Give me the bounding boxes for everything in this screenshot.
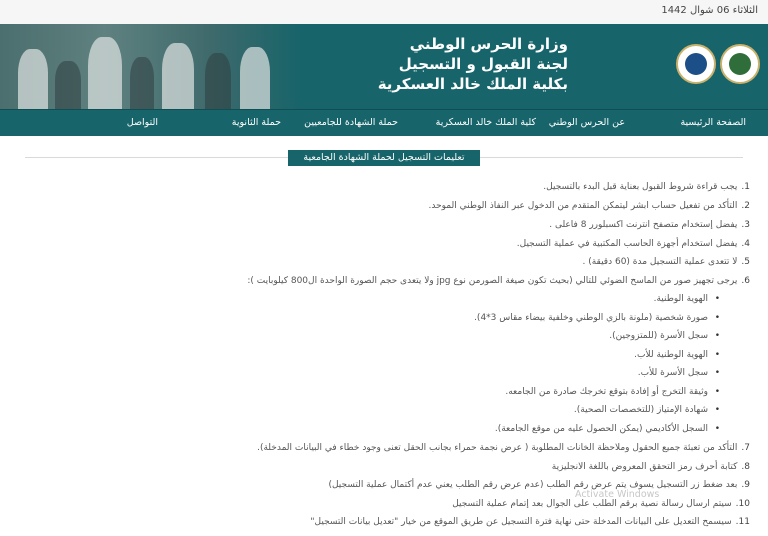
photo-figure <box>205 53 231 109</box>
current-date: الثلاثاء 06 شوال 1442 <box>661 5 758 16</box>
os-activation-watermark: Activate Windows <box>575 489 660 500</box>
document-item: • الهوية الوطنية للأب. <box>634 350 708 360</box>
nav-item-about-guard[interactable]: عن الحرس الوطني <box>548 117 625 128</box>
document-item: • الهوية الوطنية. <box>654 294 708 304</box>
document-item: • سجل الأسرة للأب. <box>638 368 708 378</box>
instruction-item: 11.سيسمح التعديل على البيانات المدخلة حتى نهاية فترة التسجيل عن طريق الموقع من خيار "تعديل بيانات التسجيل" <box>310 517 750 527</box>
photo-figure <box>240 47 270 109</box>
site-title <box>378 34 568 94</box>
photo-figure <box>18 49 48 109</box>
document-item: • وثيقة التخرج أو إفادة بتوقع تخرجك صادرة من الجامعه. <box>505 387 708 397</box>
instruction-item: 7.التأكد من تعبئة جميع الحقول وملاحظة الخانات المطلوبة ( عرض نجمة حمراء بجانب الحقل تعنى وجود خطاء في البيانات المدخلة). <box>257 443 750 453</box>
instruction-item: 5.لا تتعدى عملية التسجيل مدة (60 دقيقة) . <box>582 257 750 267</box>
title-committee: لجنة القبول و التسجيل <box>398 55 568 73</box>
nav-item-contact[interactable]: التواصل <box>126 117 158 128</box>
nav-item-home[interactable]: الصفحة الرئيسية <box>680 117 746 128</box>
instruction-item: 2.التأكد من تفعيل حساب ابشر ليتمكن المتقدم من الدخول عبر النفاذ الوطني الموحد. <box>428 201 750 211</box>
instruction-item: 8.كتابة أحرف رمز التحقق المعروض باللغة الانجليزية <box>551 462 750 472</box>
photo-figure <box>162 43 194 109</box>
top-bar <box>0 0 768 25</box>
section-title: تعليمات التسجيل لحملة الشهادة الجامعية <box>288 150 480 166</box>
instruction-item: 9.بعد ضغط زر التسجيل يسوف يتم عرض رقم الطلب (عدم عرض رقم الطلب يعني عدم أكتمال عملية التسجيل) <box>328 480 750 490</box>
main-nav <box>0 109 768 136</box>
document-item: • شهادة الإمتياز (للتخصصات الصحية). <box>574 405 708 415</box>
document-item: • صورة شخصية (ملونة بالزي الوطني وخلفية بيضاء مقاس 3*4). <box>474 313 708 323</box>
instruction-item: 6.يرجى تجهيز صور من الماسح الضوئي للتالي (بحيث تكون صيغة الصورمن نوع jpg ولا يتعدى حجم الصورة الواحدة ال800 كيلوبايت ): <box>247 276 750 286</box>
photo-figure <box>88 37 122 109</box>
instruction-item: 1.يجب قراءة شروط القبول بعناية قبل البدء بالتسجيل. <box>543 182 750 192</box>
nav-item-college[interactable]: كلية الملك خالد العسكرية <box>435 117 536 128</box>
document-item: • سجل الأسرة (للمتزوجين). <box>609 331 708 341</box>
nav-item-secondary[interactable]: حملة الثانوية <box>231 117 281 128</box>
photo-figure <box>130 57 154 109</box>
title-ministry: وزارة الحرس الوطني <box>409 35 568 53</box>
instruction-item: 4.يفضل استخدام أجهزة الحاسب المكتبية في عملية التسجيل. <box>516 239 750 249</box>
document-item: • السجل الأكاديمي (يمكن الحصول عليه من موقع الجامعة). <box>495 424 708 434</box>
header-photo <box>0 24 300 109</box>
instruction-item: 3.يفضل إستخدام متصفح انترنت اكسبلورر 8 فاعلى . <box>549 220 750 230</box>
nav-item-graduates[interactable]: حملة الشهادة للجامعيين <box>304 117 398 128</box>
instruction-item: 10.سيتم ارسال رسالة نصية برقم الطلب على الجوال بعد إتمام عملية التسجيل <box>452 499 750 509</box>
header-banner <box>0 24 768 109</box>
national-guard-logo[interactable] <box>720 44 760 84</box>
title-college: بكلية الملك خالد العسكرية <box>377 75 568 93</box>
college-logo[interactable] <box>676 44 716 84</box>
photo-figure <box>55 61 81 109</box>
